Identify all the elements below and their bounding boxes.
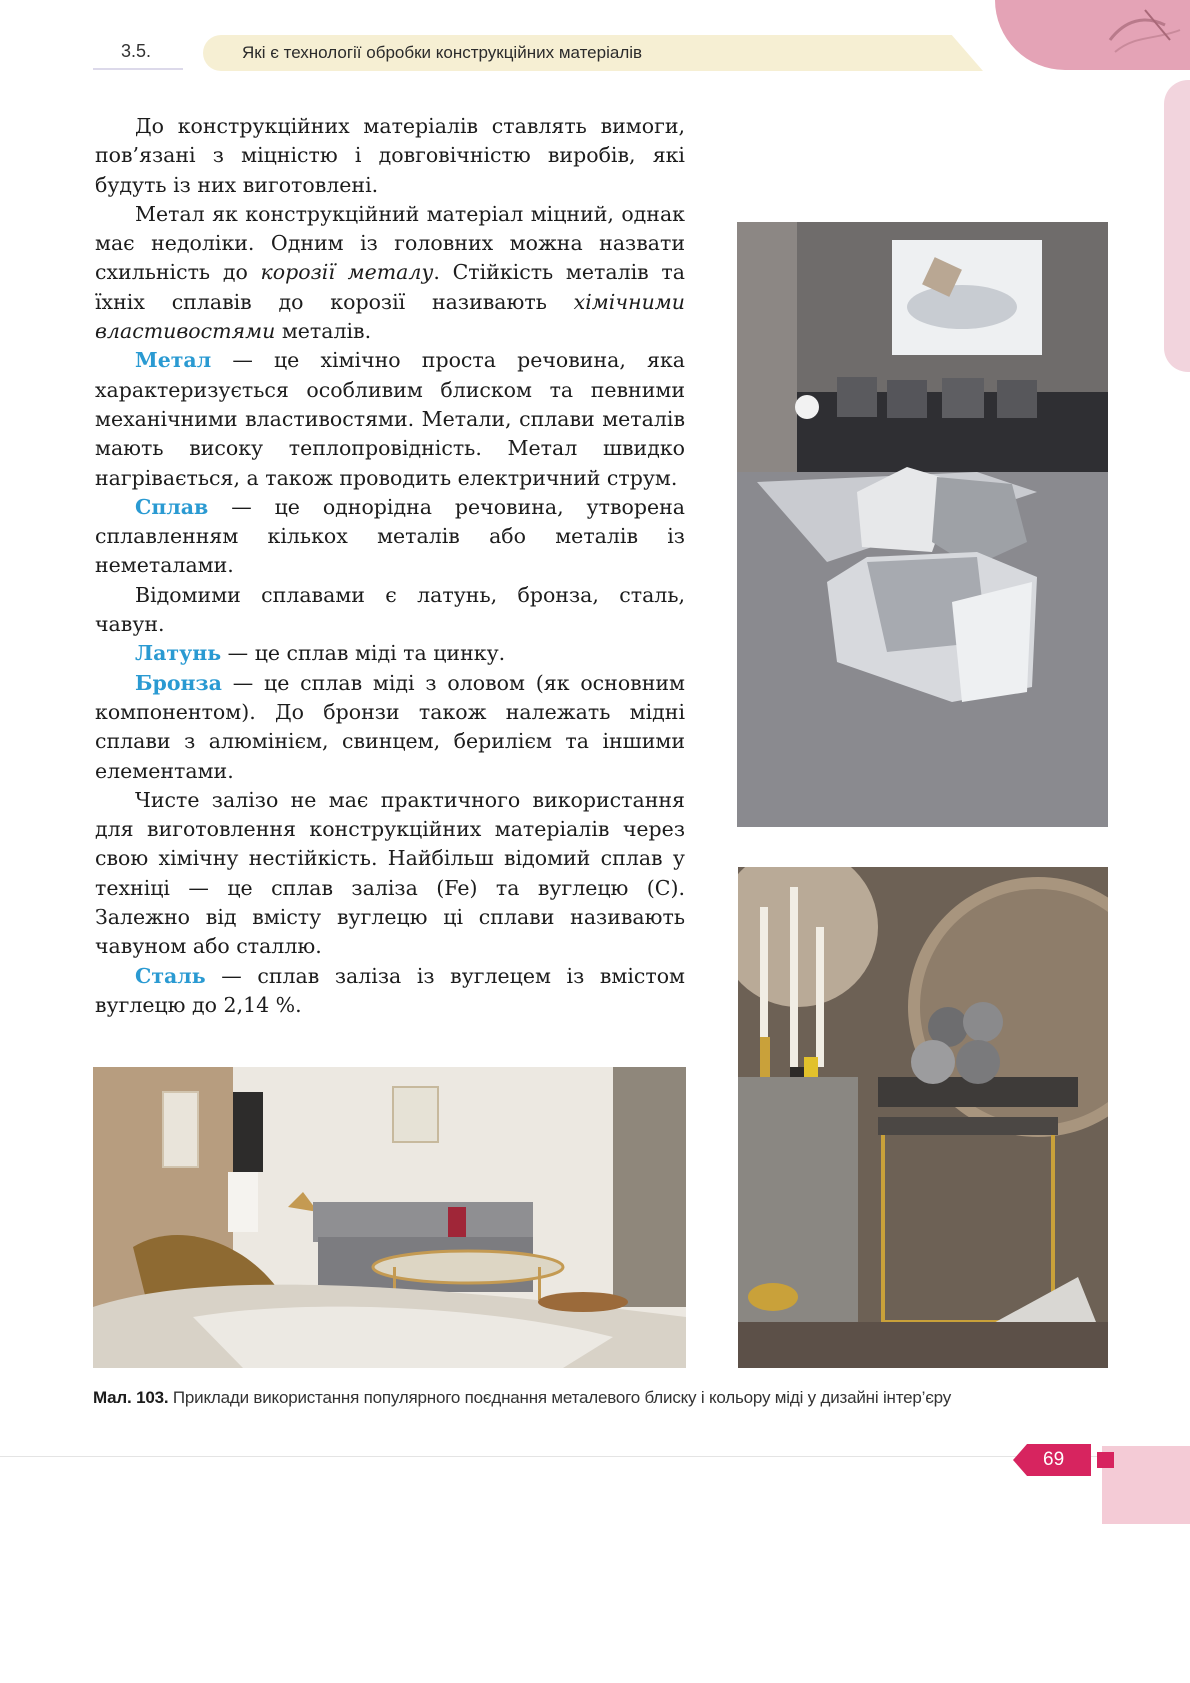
term-brass: Латунь [135,641,222,666]
term-steel: Сталь [135,963,206,988]
definition-bronze [95,669,685,786]
paragraph-text: Чисте залізо не має практичного використання для виготовлення конструкційних матеріалів через свою хімічну нестійкість. Найбільш відомий сплав у техніці — це сплав заліза (Fe) та вуглецю (C). Залежно від вмісту вуглецю ці сплави називають чавуном або сталлю. [95,787,685,959]
footer-pink-block [1102,1446,1190,1524]
page-number-square [1097,1452,1114,1468]
figure-caption [93,1388,1108,1408]
section-title: Які є технології обробки конструкційних матеріалів [242,43,643,62]
side-tab [1164,80,1190,372]
footer-divider [0,1456,1105,1457]
definition-text: — сплав заліза із вуглецем із вмістом вуглецю до 2,14 %. [95,963,685,1017]
page-number: 69 [1043,1449,1065,1470]
caption-label: Мал. 103. [93,1388,169,1407]
photo-candles-and-vases [738,867,1108,1368]
definition-text: — це сплав міді з оловом (як основним компонентом). До бронзи також належать мідні сплави з алюмінієм, свинцем, берилієм та іншими елементами. [95,670,685,783]
paragraph [95,112,685,200]
definition-text: — це хімічно проста речовина, яка характеризується особливим блиском та певними механічними властивостями. Метали, сплави металів мають високу теплопровідність. Метал швидко нагрівається, а також проводить електричний струм. [95,348,685,490]
paragraph-text: До конструкційних матеріалів ставлять вимоги, пов’язані з міцністю і довговічністю виробів, які будуть із них виготовлені. [95,114,685,197]
paragraph [95,200,685,346]
definition-steel [95,962,685,1021]
corner-ornament-icon [995,0,1190,70]
section-number: 3.5. [93,36,183,70]
photo-lounge-interior [93,1067,686,1368]
caption-text: Приклади використання популярного поєднання металевого блиску і кольору міді у дизайні інтер’єру [168,1388,952,1407]
paragraph [95,581,685,640]
paragraph-text: Відомими сплавами є латунь, бронза, сталь, чавун. [95,582,685,637]
paragraph [95,786,685,962]
emphasis-text: корозії металу [260,260,434,285]
paragraph-text: . Стійкість металів та їхніх сплавів до корозії називають [95,260,685,314]
definition-brass [95,639,685,668]
paragraph-text: металів. [275,319,372,344]
body-text [95,112,685,1020]
term-alloy: Сплав [135,494,209,519]
definition-text: — це сплав міді та цинку. [221,641,506,666]
emphasis-text: хімічними властивостями [95,289,685,344]
definition-metal [95,346,685,492]
photo-living-room-metal-tables [737,222,1108,827]
corner-decoration [995,0,1190,70]
term-bronze: Бронза [135,670,222,695]
definition-alloy [95,493,685,581]
paragraph-text: Метал як конструкційний матеріал міцний, однак має недоліки. Одним із головних можна назвати схильність до [95,201,685,285]
definition-text: — це однорідна речовина, утворена сплавленням кількох металів або металів із неметалами. [95,494,685,578]
term-metal: Метал [135,348,212,373]
